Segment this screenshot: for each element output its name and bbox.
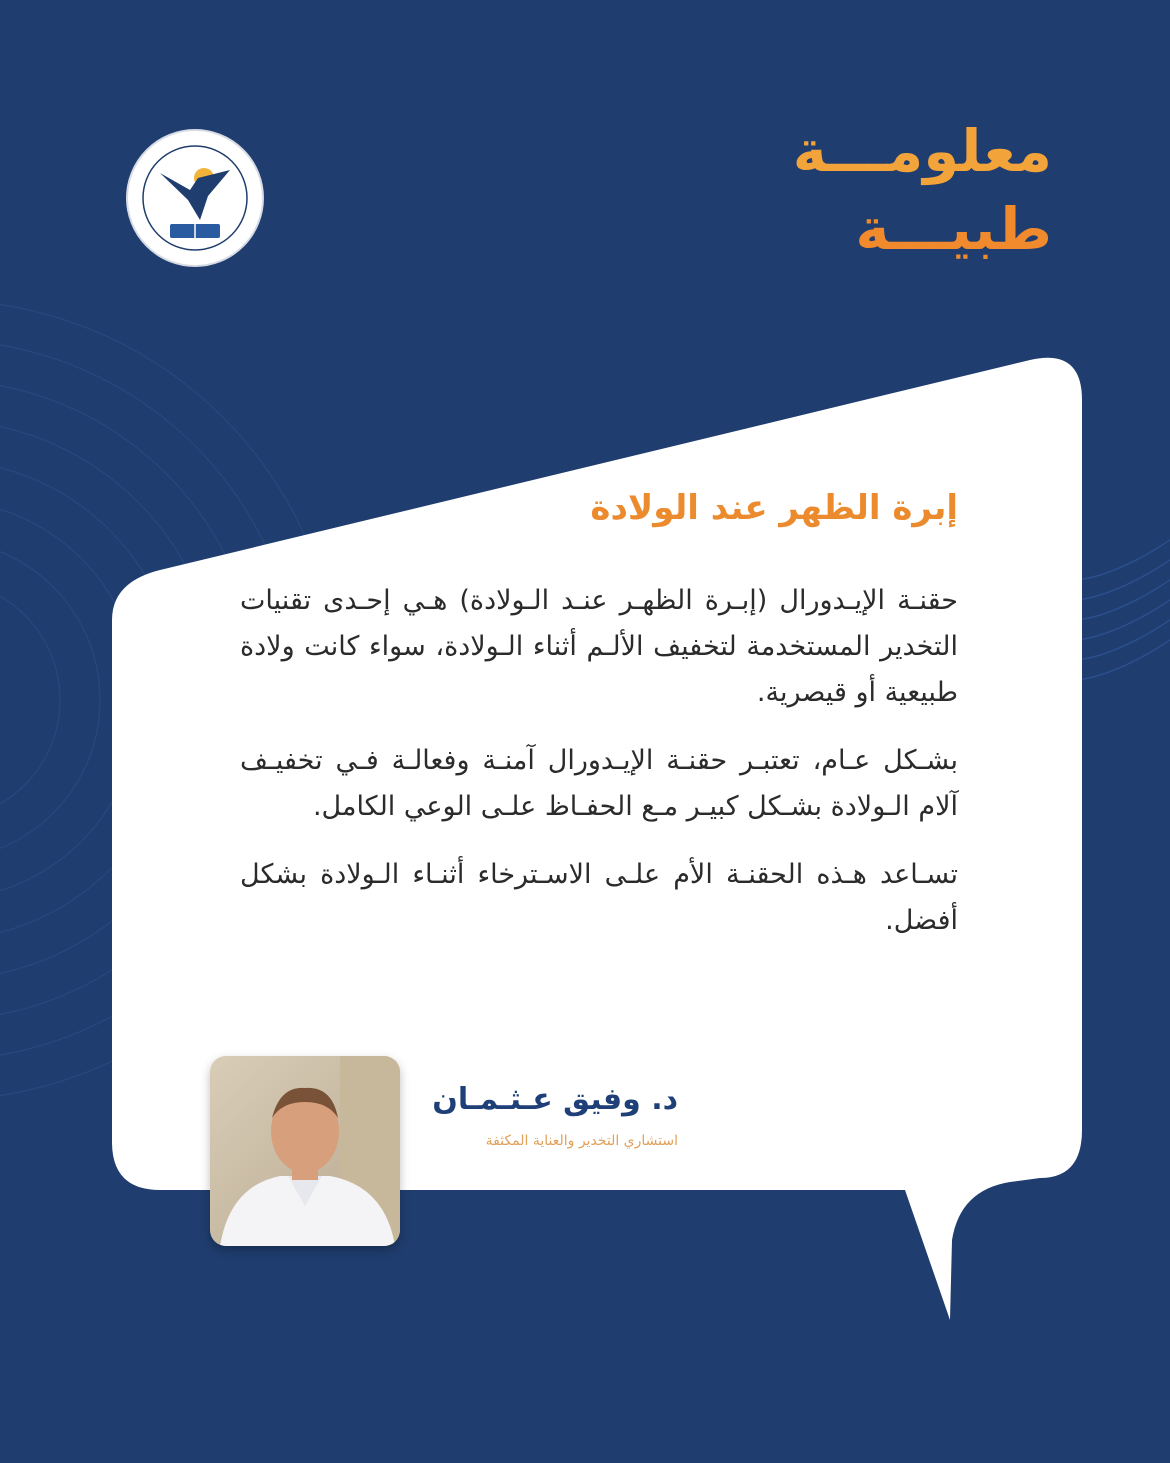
title-line-2: طبيـــة xyxy=(855,195,1052,263)
article-title: إبرة الظهر عند الولادة xyxy=(590,488,958,528)
doctor-name: د. وفيق عـثـمـان xyxy=(432,1082,678,1117)
doctor-title: استشاري التخدير والعناية المكثفة xyxy=(485,1133,678,1149)
article-paragraph: بشـكل عـام، تعتبـر حقنـة الإيـدورال آمنـة وفعالـة فـي تخفيـف آلام الـولادة بشـكل كبيـر مـع الحفـاظ علـى الوعي الكامل. xyxy=(240,745,958,822)
article-paragraph: تسـاعد هـذه الحقنـة الأم علـى الاسـترخاء أثنـاء الـولادة بشكل أفضل. xyxy=(240,859,958,936)
article-paragraph: حقنـة الإيـدورال (إبـرة الظهـر عنـد الـولادة) هـي إحـدى تقنيات التخدير المستخدمة لتخفيف الألـم أثناء الـولادة، سواء كانت ولادة طبيعية أو قيصرية. xyxy=(240,585,958,708)
title-line-1: معلومـــة xyxy=(792,117,1052,185)
article-body xyxy=(240,578,958,966)
doctor-photo xyxy=(210,1056,400,1246)
doctor-portrait-icon xyxy=(210,1056,400,1246)
